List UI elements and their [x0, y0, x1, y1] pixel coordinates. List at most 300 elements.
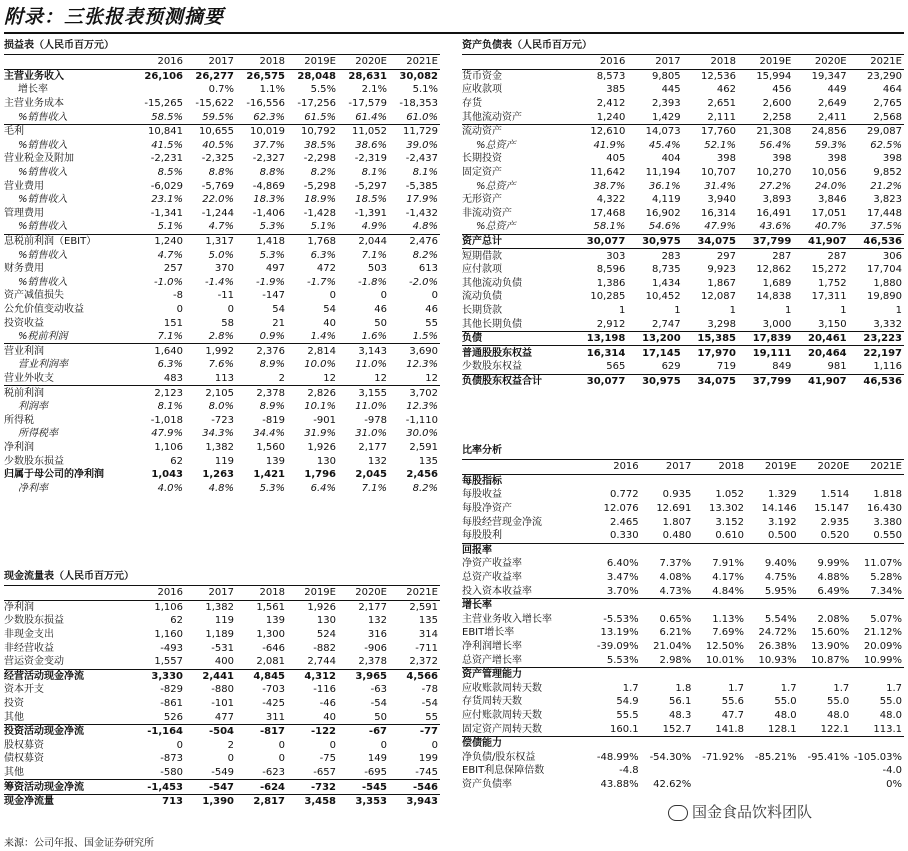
value-cell: 17,051	[811, 207, 847, 219]
value-cell: 5.1%	[310, 221, 336, 233]
row-label: 存货周转天数	[462, 696, 522, 708]
value-cell: 10.99%	[863, 654, 902, 666]
table-row	[462, 626, 904, 640]
value-cell: 12,087	[700, 291, 736, 303]
value-cell: 0	[431, 290, 438, 302]
value-cell: 483	[163, 372, 183, 384]
value-cell: 311	[265, 711, 285, 723]
value-cell: 2.8%	[208, 331, 234, 343]
value-cell: 3,690	[389, 344, 440, 358]
value-cell: 7.1%	[361, 482, 387, 494]
row-label: 投资	[4, 698, 24, 710]
value-cell: 0	[380, 739, 387, 751]
value-cell: 40.7%	[814, 221, 847, 233]
value-cell: 47.7	[721, 709, 744, 721]
value-cell: -819	[262, 414, 285, 426]
value-cell: 26,277	[195, 70, 234, 82]
value-cell: 1.7	[833, 682, 850, 694]
value-cell: 445	[661, 84, 681, 96]
table-row	[4, 207, 440, 221]
value-cell: -105.03%	[853, 751, 902, 763]
table-row	[462, 736, 904, 750]
table-row	[4, 780, 440, 795]
value-cell: 2,747	[652, 318, 681, 330]
row-label: 投入资本收益率	[462, 585, 532, 597]
value-cell	[799, 474, 852, 488]
value-cell: 283	[627, 249, 682, 263]
table-row	[462, 474, 904, 488]
value-cell	[746, 667, 799, 681]
row-label: 每股指标	[462, 475, 502, 487]
value-cell: 30,975	[627, 234, 682, 249]
value-cell: 8,573	[596, 70, 626, 82]
table-row	[4, 400, 440, 414]
value-cell: 48.0	[879, 709, 902, 721]
row-label: 毛利	[4, 124, 134, 138]
value-cell: 1.514	[820, 489, 850, 501]
value-cell: 1	[895, 304, 902, 316]
balance-sheet-table	[462, 55, 904, 388]
value-cell	[851, 598, 904, 612]
value-cell: 0.65%	[659, 613, 692, 625]
table-row	[4, 289, 440, 303]
value-cell: 849	[772, 361, 792, 373]
value-cell: 3,702	[389, 386, 440, 400]
row-label: 增长率	[462, 598, 588, 612]
value-cell: 61.4%	[355, 111, 387, 123]
value-cell: 4,322	[596, 194, 626, 206]
value-cell: 55.0	[827, 696, 850, 708]
value-cell: 5.3%	[259, 221, 285, 233]
value-cell: 61.0%	[406, 111, 438, 123]
value-cell: 31.4%	[704, 180, 736, 192]
value-cell: 11.0%	[355, 401, 387, 413]
value-cell: -54	[421, 698, 438, 710]
value-cell: 1,880	[873, 277, 902, 289]
table-row	[462, 179, 904, 193]
value-cell: -623	[262, 767, 285, 779]
value-cell: 10,841	[134, 124, 185, 138]
year-header: 2018	[236, 586, 287, 600]
table-row	[462, 166, 904, 180]
table-row	[462, 778, 904, 792]
value-cell: 46,536	[849, 374, 904, 388]
row-label: 少数股东权益	[462, 361, 522, 373]
value-cell: 1.7	[886, 682, 902, 694]
value-cell: 2,591	[409, 601, 438, 613]
value-cell: 10.01%	[705, 654, 744, 666]
year-header: 2018	[683, 55, 738, 69]
row-label: 其他流动资产	[462, 111, 522, 123]
table-row	[462, 193, 904, 207]
year-header: 2019E	[746, 460, 799, 474]
value-cell: 11.07%	[863, 558, 902, 570]
value-cell: 10,056	[811, 167, 847, 179]
table-row	[4, 97, 440, 111]
value-cell	[134, 83, 185, 97]
value-cell: 2.08%	[817, 613, 850, 625]
value-cell: 16.430	[867, 503, 902, 515]
value-cell: 2,044	[338, 234, 389, 248]
value-cell: 59.5%	[202, 111, 234, 123]
value-cell: -531	[211, 642, 234, 654]
header-label-cell	[462, 460, 588, 474]
value-cell: -6,029	[150, 180, 183, 192]
row-label: 应付款项	[462, 264, 502, 276]
value-cell: 1.807	[662, 516, 692, 528]
value-cell: 17,839	[738, 331, 793, 346]
value-cell: 59.3%	[814, 139, 847, 151]
value-cell	[588, 598, 641, 612]
value-cell: 12,536	[700, 70, 736, 82]
year-header: 2017	[641, 460, 694, 474]
value-cell: 3,458	[287, 794, 338, 808]
table-row	[4, 794, 440, 808]
value-cell: 3,823	[873, 194, 902, 206]
year-header: 2020E	[338, 55, 389, 69]
value-cell: 5.53%	[606, 654, 639, 666]
row-label: 负债	[462, 331, 572, 346]
row-label: %销售收入	[18, 249, 68, 261]
value-cell: -549	[211, 767, 234, 779]
row-label: 少数股东损益	[4, 615, 64, 627]
value-cell: 287	[738, 249, 793, 263]
value-cell: 9,805	[652, 70, 681, 82]
value-cell: 2,744	[307, 656, 336, 668]
value-cell: -2,319	[354, 153, 387, 165]
table-row	[4, 193, 440, 207]
value-cell: 9,852	[873, 167, 902, 179]
value-cell: 9.40%	[764, 558, 797, 570]
value-cell: -48.99%	[596, 751, 639, 763]
row-label: 其他长期负债	[462, 318, 522, 330]
value-cell: 62.5%	[870, 139, 902, 151]
row-label: 净利率	[18, 482, 48, 494]
table-row	[4, 139, 440, 153]
source-footnote: 来源：公司年报、国金证券研究所	[4, 838, 154, 849]
value-cell	[641, 667, 694, 681]
value-cell: 151	[163, 317, 183, 329]
table-row	[4, 481, 440, 495]
value-cell: 58	[221, 317, 234, 329]
value-cell: -2,325	[201, 153, 234, 165]
value-cell: 0	[431, 739, 438, 751]
value-cell: 257	[163, 263, 183, 275]
row-label: 总资产收益率	[462, 572, 522, 584]
row-label: 主营业务收入	[4, 70, 64, 82]
value-cell: -1.7%	[306, 276, 336, 288]
value-cell: 54.6%	[648, 221, 681, 233]
value-cell: 1,421	[253, 469, 285, 481]
row-label: 所得税率	[18, 428, 58, 440]
value-cell: 4.84%	[712, 585, 744, 597]
value-cell: -78	[421, 684, 438, 696]
value-cell: -624	[236, 780, 287, 795]
value-cell: 4.7%	[157, 249, 183, 261]
value-cell: -1,432	[405, 207, 438, 219]
table-row	[462, 124, 904, 138]
value-cell: 130	[316, 455, 336, 467]
table-row	[4, 600, 440, 614]
value-cell: 5.1%	[412, 84, 438, 96]
value-cell: 4.8%	[208, 482, 234, 494]
value-cell: -77	[389, 724, 440, 738]
value-cell: 17,970	[683, 346, 738, 360]
value-cell: 3.47%	[606, 572, 639, 584]
year-header: 2020E	[793, 55, 848, 69]
table-row	[462, 502, 904, 516]
value-cell: 17,311	[811, 291, 847, 303]
value-cell: -829	[160, 684, 183, 696]
value-cell: -4.0	[882, 765, 902, 777]
value-cell: 0	[380, 290, 387, 302]
row-label: 利润率	[18, 401, 48, 413]
value-cell: 8.1%	[412, 167, 438, 179]
value-cell: 306	[849, 249, 904, 263]
value-cell: 6.4%	[310, 482, 336, 494]
value-cell: 34,075	[683, 374, 738, 388]
table-row	[462, 304, 904, 318]
table-row	[462, 97, 904, 111]
value-cell: -657	[313, 767, 336, 779]
value-cell: 55.5	[616, 709, 639, 721]
value-cell: 21.04%	[653, 641, 692, 653]
value-cell: 34,075	[683, 234, 738, 249]
value-cell: -547	[185, 780, 236, 795]
value-cell: 55	[425, 711, 438, 723]
value-cell: 1,752	[818, 277, 847, 289]
value-cell: 28,631	[348, 70, 387, 82]
year-header: 2020E	[799, 460, 852, 474]
value-cell	[588, 667, 641, 681]
value-cell: 15,272	[811, 264, 847, 276]
value-cell: 12	[374, 372, 387, 384]
value-cell: 398	[772, 153, 792, 165]
value-cell: 297	[683, 249, 738, 263]
value-cell: 398	[882, 153, 902, 165]
balance-sheet-panel	[462, 38, 904, 388]
value-cell: 10,270	[756, 167, 792, 179]
value-cell	[641, 543, 694, 557]
value-cell: 7.1%	[157, 331, 183, 343]
value-cell: 40	[323, 317, 336, 329]
table-row	[4, 710, 440, 724]
value-cell: 135	[418, 615, 438, 627]
table-row	[462, 750, 904, 764]
row-label: 流动资产	[462, 124, 572, 138]
value-cell: -5,297	[354, 180, 387, 192]
value-cell: 16,902	[645, 207, 681, 219]
value-cell: 0	[278, 739, 285, 751]
value-cell: 30,975	[627, 374, 682, 388]
value-cell: 8.9%	[259, 401, 285, 413]
value-cell: 17,704	[867, 264, 902, 276]
row-label: 固定资产周转天数	[462, 723, 542, 735]
header-label-cell	[4, 586, 134, 600]
value-cell: -15,622	[195, 98, 234, 110]
value-cell: -71.92%	[702, 751, 744, 763]
value-cell: 61.5%	[304, 111, 336, 123]
value-cell: 0.610	[715, 530, 744, 542]
value-cell: 41.5%	[151, 139, 183, 151]
value-cell: 2,372	[409, 656, 438, 668]
year-header: 2021E	[389, 586, 440, 600]
value-cell: -695	[364, 767, 387, 779]
value-cell: 11.0%	[355, 359, 387, 371]
value-cell: -2,327	[252, 153, 285, 165]
value-cell: 3,965	[338, 669, 389, 683]
value-cell: -2.0%	[408, 276, 438, 288]
row-label: 主营业务收入增长率	[462, 613, 552, 625]
value-cell: 19,347	[811, 70, 847, 82]
table-row	[4, 641, 440, 655]
table-row	[4, 752, 440, 766]
value-cell: 139	[265, 615, 285, 627]
value-cell: -75	[319, 753, 336, 765]
value-cell: 2,912	[596, 318, 626, 330]
table-row	[462, 374, 904, 388]
value-cell: 2,081	[256, 656, 285, 668]
row-label: %总资产	[476, 139, 516, 151]
value-cell: 10,707	[700, 167, 736, 179]
row-label: 非流动资产	[462, 207, 512, 219]
table-row	[462, 709, 904, 723]
value-cell: 41.9%	[593, 139, 626, 151]
value-cell: 132	[367, 615, 387, 627]
value-cell	[641, 598, 694, 612]
row-label: %销售收入	[18, 139, 68, 151]
value-cell: 18.9%	[304, 194, 336, 206]
table-row	[462, 543, 904, 557]
row-label: 息税前利润（EBIT）	[4, 234, 134, 248]
value-cell: 47.9%	[151, 428, 183, 440]
year-header: 2017	[627, 55, 682, 69]
row-label: 主营业务成本	[4, 98, 64, 110]
value-cell: 26,106	[144, 70, 183, 82]
value-cell: 16,314	[572, 346, 627, 360]
value-cell: 0	[227, 303, 234, 315]
value-cell: 1,386	[596, 277, 626, 289]
value-cell: 3,155	[338, 386, 389, 400]
value-cell: -745	[415, 767, 438, 779]
value-cell: 4.88%	[817, 572, 850, 584]
value-cell: 8.9%	[259, 359, 285, 371]
header-label-cell	[4, 55, 134, 69]
row-label: %税前利润	[18, 331, 68, 343]
value-cell: 2,568	[873, 111, 902, 123]
value-cell: 1,429	[652, 111, 681, 123]
value-cell: 34.3%	[202, 428, 234, 440]
value-cell: 2.935	[820, 516, 850, 528]
value-cell	[851, 736, 904, 750]
table-row	[4, 316, 440, 330]
value-cell: 5.3%	[259, 249, 285, 261]
table-row	[462, 317, 904, 331]
value-cell: 462	[716, 84, 736, 96]
value-cell: -54.30%	[649, 751, 692, 763]
value-cell: 314	[418, 629, 438, 641]
value-cell: 48.3	[669, 709, 692, 721]
year-header: 2018	[693, 460, 746, 474]
value-cell: 30,077	[572, 234, 627, 249]
value-cell: 8.2%	[412, 249, 438, 261]
value-cell: -1,164	[134, 724, 185, 738]
row-label: 净利润增长率	[462, 641, 522, 653]
row-label: 普通股股东权益	[462, 346, 572, 360]
value-cell: 4,845	[236, 669, 287, 683]
value-cell: 8.0%	[208, 401, 234, 413]
row-label: 营业利润	[4, 344, 134, 358]
value-cell: 3.152	[715, 516, 744, 528]
wechat-icon	[668, 805, 688, 821]
value-cell: 62.3%	[253, 111, 285, 123]
table-row	[4, 344, 440, 358]
row-label: 所得税	[4, 414, 34, 426]
value-cell: 113	[214, 372, 234, 384]
row-label: 净利润	[4, 601, 34, 613]
value-cell: 526	[163, 711, 183, 723]
value-cell: 41,907	[793, 234, 848, 249]
value-cell: 40.5%	[202, 139, 234, 151]
value-cell: -711	[415, 642, 438, 654]
value-cell: 0.480	[662, 530, 692, 542]
value-cell: 17,468	[590, 207, 626, 219]
value-cell: 160.1	[610, 723, 639, 735]
value-cell: 0	[176, 739, 183, 751]
value-cell: 385	[606, 84, 626, 96]
table-row	[4, 468, 440, 482]
value-cell: 4.73%	[659, 585, 692, 597]
value-cell: 22,197	[849, 346, 904, 360]
value-cell: 7.69%	[712, 627, 744, 639]
value-cell: 5.1%	[157, 221, 183, 233]
value-cell: 8.2%	[310, 167, 336, 179]
value-cell: 55.0	[774, 696, 797, 708]
value-cell: 4.7%	[208, 221, 234, 233]
value-cell	[746, 778, 799, 792]
value-cell	[746, 598, 799, 612]
value-cell: 55.6	[721, 696, 744, 708]
value-cell: 0.935	[662, 489, 692, 501]
value-cell: 1,434	[652, 277, 681, 289]
value-cell: 149	[367, 753, 387, 765]
table-row	[462, 764, 904, 778]
value-cell: -1,341	[150, 207, 183, 219]
value-cell: 48.0	[827, 709, 850, 721]
value-cell: 13.19%	[600, 627, 639, 639]
value-cell: 2,441	[185, 669, 236, 683]
value-cell: 497	[265, 263, 285, 275]
value-cell: -504	[185, 724, 236, 738]
row-label: 回报率	[462, 543, 588, 557]
row-label: 资产减值损失	[4, 290, 64, 302]
value-cell	[851, 543, 904, 557]
value-cell: 1.052	[715, 489, 744, 501]
income-statement-panel	[4, 38, 440, 495]
value-cell: 26.38%	[758, 641, 797, 653]
row-label: 少数股东损益	[4, 455, 64, 467]
row-label: 净负债/股东权益	[462, 751, 536, 763]
value-cell: 50	[374, 711, 387, 723]
value-cell: 21.12%	[863, 627, 902, 639]
value-cell: 1,926	[307, 441, 336, 453]
value-cell: 4.17%	[712, 572, 744, 584]
value-cell: 54.9	[616, 696, 639, 708]
value-cell: 38.5%	[304, 139, 336, 151]
balance-sheet-title: 资产负债表（人民币百万元）	[462, 38, 904, 55]
year-header: 2021E	[851, 460, 904, 474]
value-cell: 24.72%	[758, 627, 797, 639]
